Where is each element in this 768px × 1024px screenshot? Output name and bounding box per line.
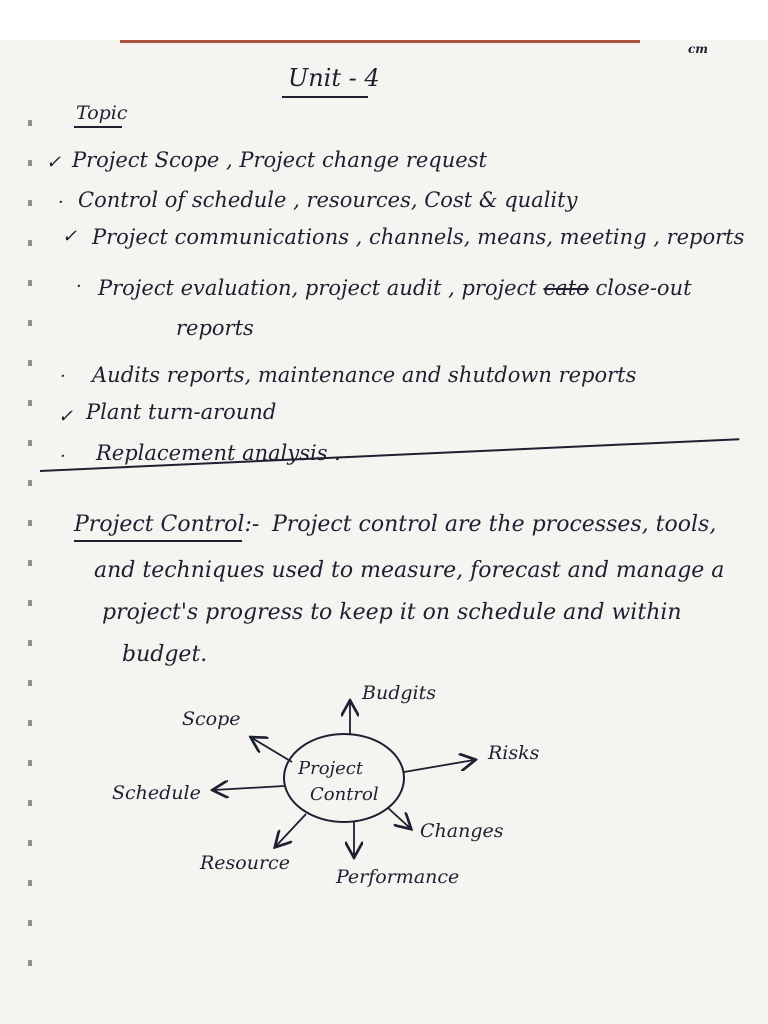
page-title: Unit - 4 — [288, 64, 380, 92]
topic-item: Replacement analysis . — [96, 441, 341, 465]
tick-mark: ✓ — [62, 226, 78, 247]
topic-item: Project communications , channels, means, meeting , reports — [92, 225, 745, 249]
topic-label: Topic — [76, 102, 128, 124]
node-label-performance: Performance — [336, 866, 460, 888]
node-label-changes: Changes — [420, 820, 504, 842]
center-node-label: Control — [310, 784, 379, 805]
definition-line: Project control are the processes, tools, — [272, 512, 717, 537]
tick-mark: ✓ — [46, 152, 62, 173]
section-heading-suffix: :- — [244, 512, 260, 537]
node-label-scope: Scope — [182, 708, 241, 730]
struck-word: cato — [543, 276, 589, 300]
topic-item: Plant turn-around — [86, 400, 277, 424]
bullet-dot: · — [76, 276, 82, 297]
topic-item-text-end: close-out — [595, 276, 692, 300]
definition-line: and techniques used to measure, forecast and manage a — [94, 558, 725, 583]
topic-item: Audits reports, maintenance and shutdown reports — [92, 363, 637, 387]
node-label-risks: Risks — [488, 742, 540, 764]
tick-mark: ✓ — [58, 406, 74, 427]
definition-line: budget. — [122, 642, 208, 667]
node-label-budgets: Budgits — [362, 682, 436, 704]
topic-item: Control of schedule , resources, Cost & quality — [78, 188, 578, 212]
topic-item-text: Project evaluation, project audit , project — [98, 276, 537, 300]
bullet-dot: · — [60, 446, 66, 467]
topic-item: Project Scope , Project change request — [72, 148, 487, 172]
arrow-changes — [388, 808, 410, 828]
arrow-risks — [404, 760, 474, 772]
definition-line: project's progress to keep it on schedule and within — [102, 600, 682, 625]
arrow-schedule — [214, 786, 284, 790]
tick-mark: · — [58, 192, 64, 213]
topic-item-continuation: reports — [176, 316, 254, 340]
tick-mark: · — [60, 366, 66, 387]
node-label-schedule: Schedule — [112, 782, 201, 804]
corner-mark: cm — [688, 42, 709, 56]
arrow-resource — [276, 814, 306, 846]
node-label-resource: Resource — [200, 852, 290, 874]
arrow-scope — [252, 738, 292, 762]
section-heading-text: Project Control — [74, 512, 245, 537]
center-node-label: Project — [298, 758, 364, 779]
